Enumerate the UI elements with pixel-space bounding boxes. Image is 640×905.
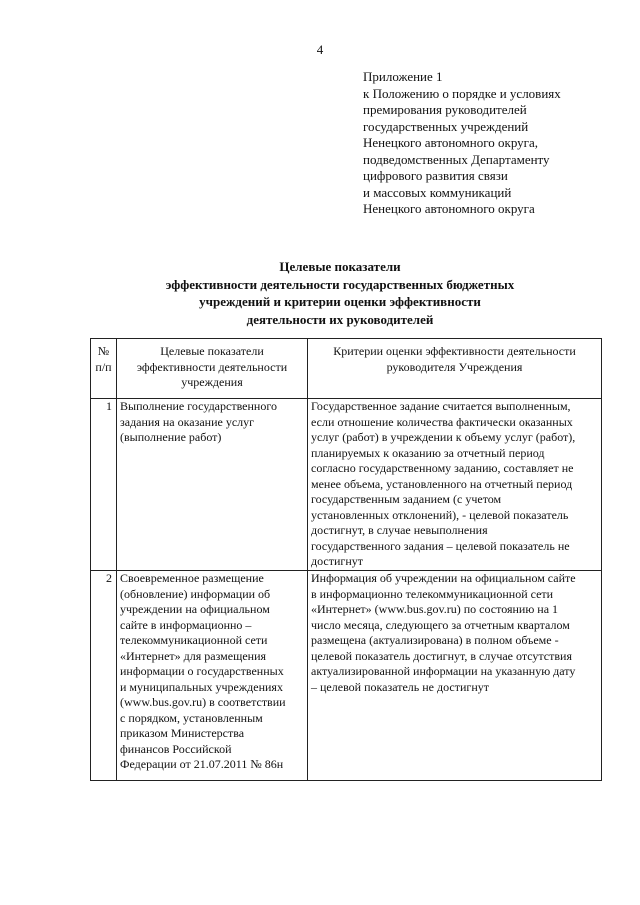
cell-line: планируемых к оказанию за отчетный период: [311, 445, 545, 460]
cell-line: финансов Российской: [120, 741, 232, 756]
appendix-line: Ненецкого автономного округа,: [363, 135, 538, 150]
header-number: [91, 339, 117, 399]
header-line: эффективности деятельности: [136, 359, 288, 374]
cell-line: Своевременное размещение: [120, 571, 264, 585]
appendix-line: цифрового развития связи: [363, 168, 508, 183]
cell-line: государственного задания – целевой показатель не: [311, 538, 570, 553]
cell-line: размещена (актуализирована) в полном объеме -: [311, 633, 559, 647]
cell-line: информации о государственных: [120, 664, 284, 678]
title-line: эффективности деятельности государственных бюджетных: [165, 276, 515, 292]
indicators-table: [90, 338, 602, 781]
cell-line: в информационно телекоммуникационной сети: [311, 586, 554, 601]
title-line: деятельности их руководителей: [246, 311, 434, 327]
cell-line: Выполнение государственного: [120, 399, 277, 413]
table-row: [91, 571, 602, 781]
cell-line: Федерации от 21.07.2011 № 86н: [120, 757, 284, 771]
cell-line: с порядком, установленным: [120, 710, 263, 725]
title-line: Целевые показатели: [279, 259, 401, 274]
cell-line: «Интернет» для размещения: [120, 648, 267, 663]
header-line: учреждения: [181, 375, 243, 389]
appendix-block: [363, 69, 623, 218]
page-number: 4: [316, 42, 324, 57]
table-header-row: [91, 339, 602, 399]
appendix-line: и массовых коммуникаций: [363, 184, 512, 200]
cell-line: согласно государственному заданию, составляет не: [311, 461, 574, 475]
appendix-line: премирования руководителей: [363, 102, 527, 117]
cell-line: достигнут, в случае невыполнения: [311, 523, 488, 537]
appendix-line: Ненецкого автономного округа: [363, 201, 535, 216]
cell-line: (www.bus.gov.ru) в соответствии: [120, 695, 286, 709]
cell-line: и муниципальных учреждениях: [120, 679, 283, 694]
table-row: [91, 399, 602, 571]
appendix-line: государственных учреждений: [363, 118, 529, 134]
cell-line: «Интернет» (www.bus.gov.ru) по состоянию на 1: [311, 602, 559, 616]
header-indicator: [117, 339, 308, 399]
cell-line: учреждении на официальном: [120, 602, 270, 616]
cell-line: – целевой показатель не достигнут: [311, 679, 489, 694]
cell-line: телекоммуникационной сети: [120, 633, 268, 647]
header-line: №: [97, 344, 110, 358]
appendix-line: подведомственных Департаменту: [363, 151, 550, 167]
cell-line: если отношение количества фактически оказанных: [311, 414, 573, 429]
row-number: 1: [91, 399, 117, 571]
cell-line: услуг (работ) в учреждении к объему услуг (работ),: [311, 430, 576, 444]
row-indicator: [117, 399, 308, 571]
appendix-line: Приложение 1: [363, 69, 443, 84]
row-indicator: [117, 571, 308, 781]
cell-line: приказом Министерства: [120, 726, 245, 740]
cell-line: (обновление) информации об: [120, 586, 271, 601]
cell-line: актуализированной информации на указанную дату: [311, 664, 576, 678]
cell-line: Государственное задание считается выполненным,: [311, 399, 571, 413]
cell-line: число месяца, следующего за отчетным кварталом: [311, 617, 570, 632]
cell-line: достигнут: [311, 554, 363, 568]
cell-line: задания на оказание услуг: [120, 414, 255, 429]
header-criteria: [308, 339, 602, 399]
cell-line: целевой показатель достигнут, в случае отсутствия: [311, 648, 572, 663]
header-line: п/п: [95, 359, 112, 374]
header-line: Критерии оценки эффективности деятельности: [333, 344, 576, 358]
cell-line: Информация об учреждении на официальном сайте: [311, 571, 576, 585]
title-line: учреждений и критерии оценки эффективности: [199, 294, 481, 309]
cell-line: государственным заданием (с учетом: [311, 492, 502, 506]
header-line: Целевые показатели: [160, 344, 264, 358]
header-line: руководителя Учреждения: [386, 359, 523, 374]
row-criteria: [308, 571, 602, 781]
row-number: 2: [91, 571, 117, 781]
cell-line: (выполнение работ): [120, 430, 222, 444]
cell-line: установленных отклонений), - целевой показатель: [311, 507, 569, 522]
cell-line: сайте в информационно –: [120, 617, 252, 632]
cell-line: менее объема, установленного на отчетный период: [311, 476, 573, 491]
row-criteria: [308, 399, 602, 571]
document-title: [90, 258, 590, 328]
appendix-line: к Положению о порядке и условиях: [363, 85, 561, 101]
